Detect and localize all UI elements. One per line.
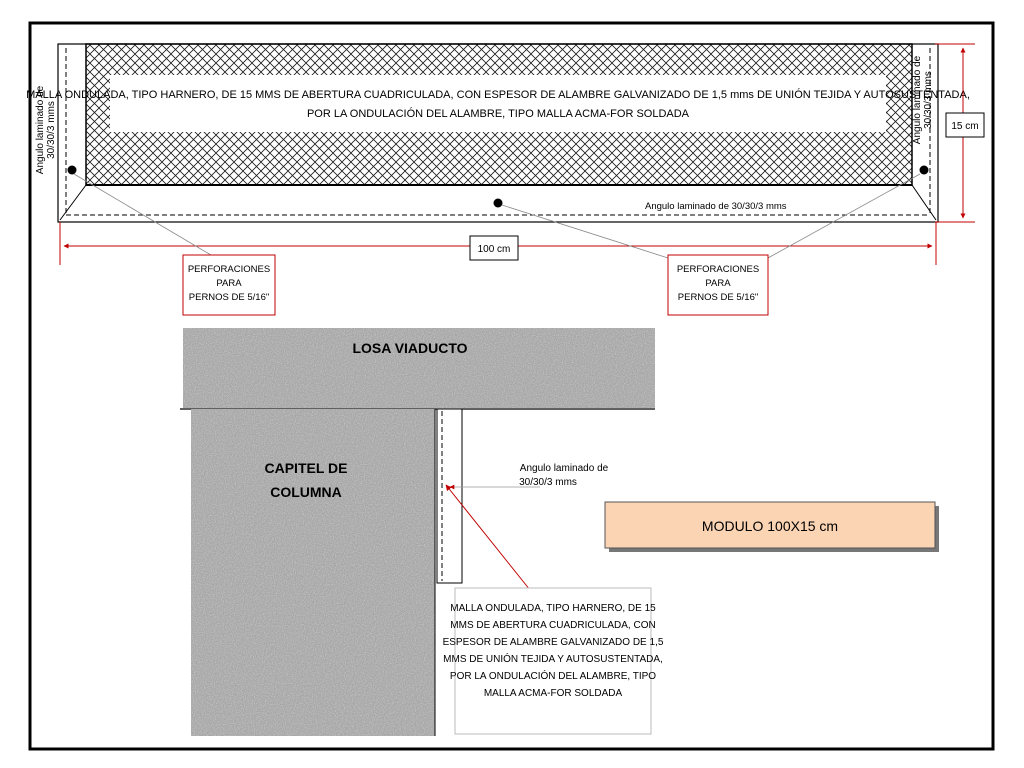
right-angle-label-line-2: 30/30/3 mms [923, 71, 934, 129]
mesh-note-line-5: POR LA ONDULACIÓN DEL ALAMBRE, TIPO [449, 671, 657, 682]
column-texture [191, 409, 435, 736]
module-label: MODULO 100X15 cm [701, 518, 839, 534]
column-label-line-2: COLUMNA [270, 484, 342, 500]
column-label-line-1: CAPITEL DE [264, 460, 348, 476]
description-box [110, 75, 886, 132]
mesh-note-line-4: MMS DE UNIÓN TEJIDA Y AUTOSUSTENTADA, [443, 654, 663, 665]
mesh-note-line-3: ESPESOR DE ALAMBRE GALVANIZADO DE 1,5 [442, 637, 664, 648]
callout-left-line-3: PERNOS DE 5/16" [188, 292, 270, 303]
mesh-edge-box [437, 409, 462, 583]
width-dim-text: 100 cm [477, 244, 511, 255]
mesh-panel [26, 44, 970, 222]
panel-description-line-2: POR LA ONDULACIÓN DEL ALAMBRE, TIPO MALLA ACMA-FOR SOLDADA [306, 108, 690, 120]
bolt-hole-right [920, 166, 929, 175]
mesh-note-line-6: MALLA ACMA-FOR SOLDADA [483, 688, 623, 699]
section-view [180, 328, 664, 736]
slab-label: LOSA VIADUCTO [352, 340, 468, 356]
mesh-note-line-2: MMS DE ABERTURA CUADRICULADA, CON [450, 620, 656, 631]
panel-description-line-1: MALLA ONDULADA, TIPO HARNERO, DE 15 MMS DE ABERTURA CUADRICULADA, CON ESPESOR DE ALAMBRE GALVANIZADO DE 1,5 mms DE UNIÓN TEJIDA Y AUTOSUSTENTADA, [26, 89, 970, 101]
left-angle-label-line-2: 30/30/3 mms [46, 101, 57, 159]
right-angle-label-line-1: Angulo laminado de [912, 55, 923, 145]
height-dimension [935, 44, 984, 222]
callout-left-line-2: PARA [216, 278, 242, 289]
mesh-note-line-1: MALLA ONDULADA, TIPO HARNERO, DE 15 [450, 603, 656, 614]
bolt-hole-left [68, 166, 77, 175]
callout-right-line-2: PARA [705, 278, 731, 289]
angle-label-line-2: 30/30/3 mms [519, 477, 577, 488]
callout-right-line-1: PERFORACIONES [676, 264, 760, 275]
bottom-angle-label: Angulo laminado de 30/30/3 mms [645, 201, 787, 212]
callout-right-line-3: PERNOS DE 5/16" [677, 292, 759, 303]
callout-left-line-1: PERFORACIONES [187, 264, 271, 275]
angle-label-line-1: Angulo laminado de [519, 463, 609, 474]
module-label-group [605, 502, 939, 552]
left-angle-label-line-1: Angulo laminado de [35, 85, 46, 175]
bolt-hole-center [494, 199, 503, 208]
height-dim-text: 15 cm [951, 121, 979, 132]
